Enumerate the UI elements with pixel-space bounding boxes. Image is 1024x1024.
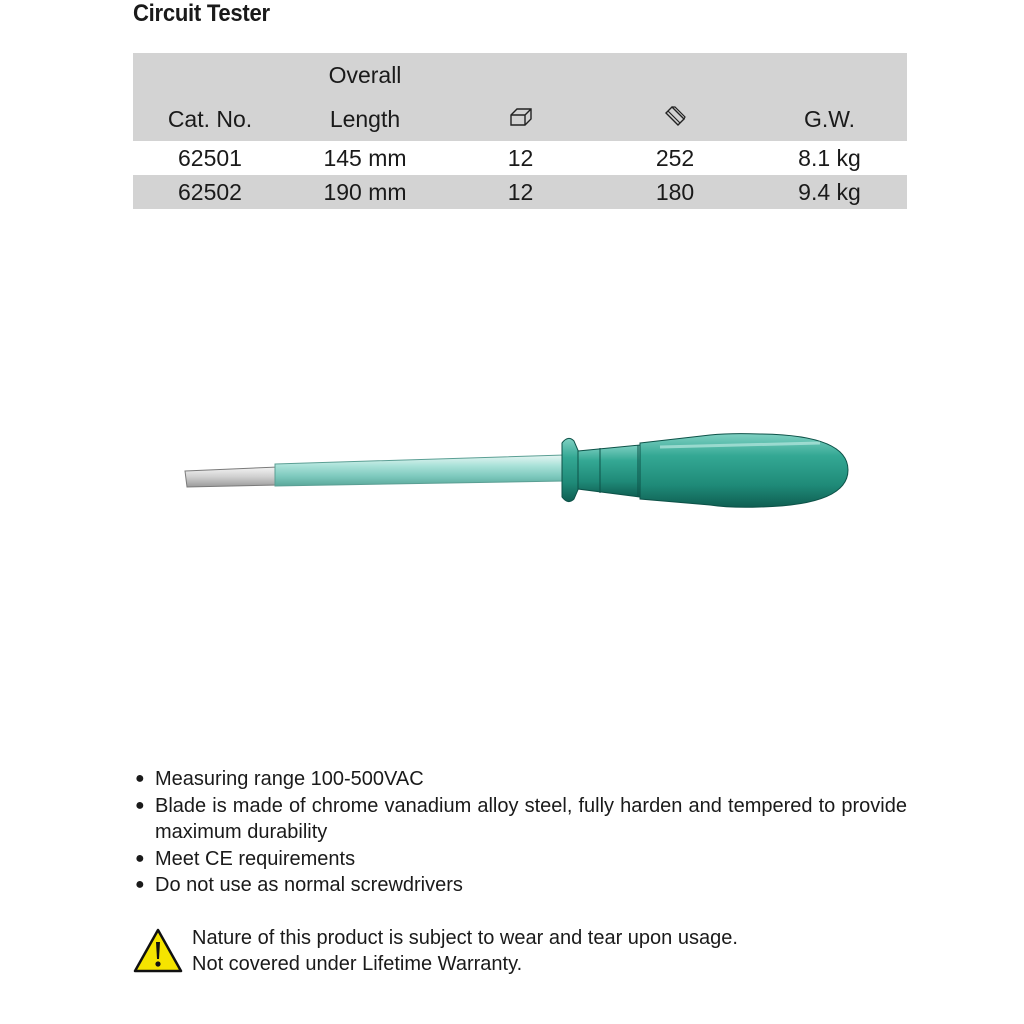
cell-inner-qty: 12	[507, 144, 534, 171]
cell-gw: 9.4 kg	[798, 178, 861, 205]
list-item: ● Meet CE requirements	[133, 846, 907, 873]
carton-icon	[663, 97, 687, 141]
header-gw: G.W.	[803, 106, 856, 132]
table-row	[133, 175, 907, 209]
spec-table	[133, 53, 907, 209]
feature-list	[133, 766, 907, 899]
bullet: ●	[135, 770, 145, 787]
cell-length: 145 mm	[323, 144, 407, 171]
inner-box-icon	[509, 97, 533, 141]
header-inner-box	[443, 53, 598, 141]
warning-line2: Not covered under Lifetime Warranty.	[192, 953, 523, 975]
warranty-warning	[133, 925, 907, 985]
warning-text	[192, 925, 738, 977]
circuit-tester-icon	[160, 415, 878, 530]
product-image	[160, 415, 878, 530]
cell-cat-no: 62501	[178, 144, 242, 171]
header-overall-line1: Overall	[328, 62, 402, 88]
header-overall-line2: Length	[329, 106, 401, 132]
bullet: ●	[135, 876, 145, 893]
table-header-row	[133, 53, 907, 141]
bullet: ●	[135, 849, 145, 867]
cell-inner-qty: 12	[507, 178, 534, 205]
header-overall-length	[287, 53, 443, 141]
list-item: ● Do not use as normal screwdrivers	[133, 872, 907, 899]
warning-line1: Nature of this product is subject to wear and tear upon usage.	[192, 927, 738, 949]
cell-carton-qty: 252	[655, 144, 695, 171]
header-cat-no: Cat. No.	[167, 106, 253, 132]
cell-cat-no: 62502	[178, 178, 242, 205]
warning-triangle-icon	[133, 928, 183, 979]
list-item: ● Measuring range 100-500VAC	[133, 766, 907, 793]
table-row	[133, 141, 907, 175]
cell-carton-qty: 180	[655, 178, 695, 205]
cell-gw: 8.1 kg	[798, 144, 861, 171]
header-carton	[598, 53, 752, 141]
page-title: Circuit Tester	[133, 0, 270, 27]
bullet: ●	[135, 796, 145, 814]
cell-length: 190 mm	[323, 178, 407, 205]
list-item: ● Blade is made of chrome vanadium alloy steel, fully harden and tempered to provide maximum durability	[135, 794, 907, 843]
